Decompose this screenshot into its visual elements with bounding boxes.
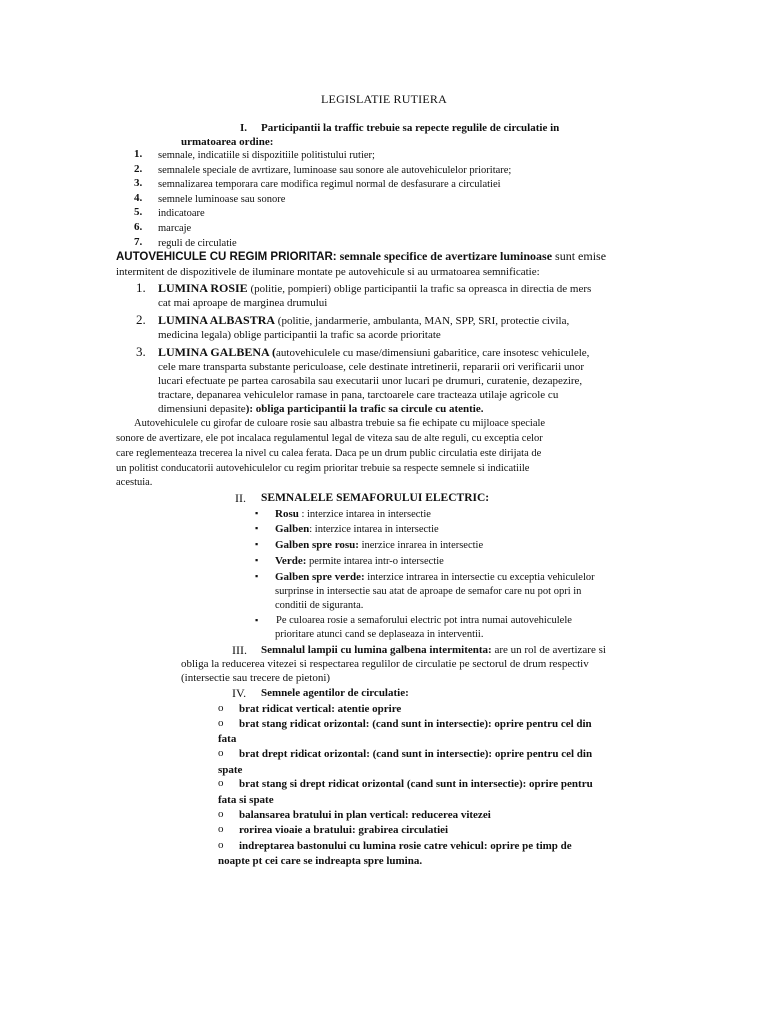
section1-item-number: 4.	[134, 192, 143, 204]
prioritar-item2-name: LUMINA ALBASTRA	[158, 313, 276, 327]
section2-item-text: : interzice intarea in intersectie	[298, 509, 431, 520]
section1-item-text: reguli de circulatie	[158, 238, 237, 249]
section2-item-text: permite intarea intr-o intersectie	[306, 556, 444, 567]
section1-item-number: 6.	[134, 221, 143, 233]
section4-line: fata si spate	[218, 794, 274, 806]
section2-last-line2: prioritare atunci cand se deplaseaza in interventii.	[275, 629, 484, 640]
section2-last-line1: Pe culoarea rosie a semaforului electric pot intra numai autovehiculele	[276, 615, 572, 626]
section2-bullet: ▪	[255, 571, 259, 581]
prioritar-item2-number: 2.	[136, 312, 146, 327]
section4-line: noapte pt cei care se indreapta spre lumina.	[218, 855, 423, 867]
section1-item-number: 1.	[134, 148, 143, 160]
section3-rest: are un rol de avertizare si	[491, 644, 606, 656]
prioritar-item3-line5	[158, 402, 483, 416]
section3-roman: III.	[232, 643, 247, 657]
section2-item	[275, 507, 431, 522]
prioritar-item3-name: LUMINA GALBENA (	[158, 345, 277, 359]
section4-marker: o	[218, 702, 224, 714]
prioritar-item3-line3: lucari efectuate pe partea carosabila sau executarii unor lucari pe drumuri, curatenie, dezapezire,	[158, 375, 583, 387]
prioritar-item3-number: 3.	[136, 344, 146, 359]
section4-marker: o	[218, 747, 224, 759]
section4-marker: o	[218, 808, 224, 820]
section4-roman: IV.	[232, 686, 247, 700]
prioritar-paragraph-line: sonore de avertizare, ele pot incalaca regulamentul legal de viteza sau de alte reguli, cu exceptia celor	[116, 433, 543, 444]
prioritar-paragraph-line: Autovehiculele cu girofar de culoare rosie sau albastra trebuie sa fie echipate cu mijloace speciale	[134, 418, 546, 429]
section2-verde-cont2: conditii de siguranta.	[275, 600, 364, 611]
section4-marker: o	[218, 777, 224, 789]
section1-item-number: 7.	[134, 236, 143, 248]
section2-verde-cont1: surprinse in intersectie sau atat de aproape de semafor care nu pot opri in	[275, 586, 582, 597]
section1-heading-line1: Participantii la traffic trebuie sa repecte regulile de circulatie in	[261, 122, 560, 134]
section1-item-text: semnalizarea temporara care modifica regimul normal de desfasurare a circulatiei	[158, 179, 501, 190]
section3-line3: (intersectie sau trecere de pietoni)	[181, 672, 331, 684]
prioritar-paragraph-line: un politist conducatorii autovehiculelor cu regim prioritar trebuie sa respecte semnele si indicatiile	[116, 463, 530, 474]
section1-item-text: marcaje	[158, 223, 192, 234]
section1-roman: I.	[240, 122, 248, 134]
document-title: LEGISLATIE RUTIERA	[321, 92, 447, 106]
section4-line: brat stang si drept ridicat orizontal (cand sunt in intersectie): oprire pentru	[239, 778, 593, 790]
section4-line: indreptarea bastonului cu lumina rosie catre vehicul: oprire pe timp de	[239, 840, 572, 852]
section2-bullet-last: ▪	[255, 615, 259, 625]
prioritar-item3-text-end: dimensiuni depasite	[158, 403, 246, 415]
section4-marker: o	[218, 823, 224, 835]
section2-bullet: ▪	[255, 523, 259, 533]
section4-line: balansarea bratului in plan vertical: reducerea vitezei	[239, 809, 491, 821]
section4-heading: Semnele agentilor de circulatie:	[261, 687, 409, 699]
section2-item-text: : interzice intarea in intersectie	[309, 524, 439, 535]
section2-item-label: Galben	[275, 523, 310, 535]
prioritar-paragraph-line: acestuia.	[116, 477, 153, 488]
section1-item-text: semnele luminoase sau sonore	[158, 194, 286, 205]
prioritar-item3-text: autovehiculele cu mase/dimensiuni gabaritice, care insotesc vehiculele,	[276, 347, 590, 359]
section3-line2: obliga la reducerea vitezei si respectarea regulilor de circulatie pe sectorul de drum respectiv	[181, 658, 589, 670]
section2-heading: SEMNALELE SEMAFORULUI ELECTRIC:	[261, 492, 490, 504]
prioritar-paragraph-line: care reglementeaza trecerea la nivel cu calea ferata. Daca pe un drum public circulatia este dirijata de	[116, 448, 542, 459]
section4-marker: o	[218, 839, 224, 851]
prioritar-rest: sunt emise	[555, 249, 607, 263]
prioritar-item1-number: 1.	[136, 280, 146, 295]
section2-item-label: Verde:	[275, 555, 307, 567]
prioritar-item1-line2: cat mai aproape de marginea drumului	[158, 297, 328, 309]
prioritar-item2-text: (politie, jandarmerie, ambulanta, MAN, SPP, SRI, protectie civila,	[277, 315, 570, 327]
prioritar-item3-line2: cele mare transparta substante periculoase, cele destinate intretinerii, repararii ori verificarii unor	[158, 361, 585, 373]
section4-line: brat ridicat vertical: atentie oprire	[239, 703, 402, 715]
prioritar-heading: AUTOVEHICULE CU REGIM PRIORITAR:	[116, 251, 337, 263]
section2-item-text: interzice intrarea in intersectie cu exceptia vehiculelor	[364, 572, 595, 583]
section2-item	[275, 522, 439, 537]
section4-line: brat stang ridicat orizontal: (cand sunt in intersectie): oprire pentru cel din	[239, 718, 592, 730]
prioritar-item2-line1	[158, 313, 569, 328]
section1-heading-line2: urmatoarea ordine:	[181, 136, 274, 148]
section2-item	[275, 554, 444, 569]
section2-item-label: Rosu	[275, 508, 299, 520]
prioritar-line2: intermitent de dispozitivele de iluminare montate pe autovehicule si au urmatoarea semnificatie:	[116, 266, 540, 278]
section2-roman: II.	[235, 491, 246, 505]
section4-line: brat drept ridicat orizontal: (cand sunt in intersectie): oprire pentru cel din	[239, 748, 593, 760]
prioritar-item1-line1	[158, 281, 591, 296]
prioritar-item3-line1	[158, 345, 589, 360]
section2-bullet: ▪	[255, 539, 259, 549]
section1-item-text: semnale, indicatiile si dispozitiile politistului rutier;	[158, 150, 375, 161]
prioritar-item2-line2: medicina legala) oblige participantii la trafic sa acorde prioritate	[158, 329, 441, 341]
section4-line: spate	[218, 764, 243, 776]
prioritar-heading-line	[116, 249, 606, 264]
section1-item-number: 5.	[134, 206, 143, 218]
prioritar-item3-line4: tractare, depanarea vehiculelor ramase in pana, tarctoarele care tracteaza utilaje agricole cu	[158, 389, 559, 401]
prioritar-item1-text: (politie, pompieri) oblige participantii la trafic sa opreasca in directia de mers	[250, 283, 592, 295]
section2-item	[275, 570, 595, 585]
section4-marker: o	[218, 717, 224, 729]
section1-item-number: 2.	[134, 163, 143, 175]
section2-bullet: ▪	[255, 555, 259, 565]
section1-item-number: 3.	[134, 177, 143, 189]
prioritar-item1-name: LUMINA ROSIE	[158, 281, 248, 295]
section4-line: rorirea vioaie a bratului: grabirea circulatiei	[239, 824, 449, 836]
section2-item-label: Galben spre verde:	[275, 571, 365, 583]
prioritar-item3-bold-end: ): obliga participantii la trafic sa circule cu atentie.	[245, 403, 484, 415]
section2-item-label: Galben spre rosu:	[275, 539, 359, 551]
section3-heading: Semnalul lampii cu lumina galbena intermitenta:	[261, 644, 492, 656]
section4-line: fata	[218, 733, 237, 745]
section2-bullet: ▪	[255, 508, 259, 518]
section1-item-text: indicatoare	[158, 208, 205, 219]
section2-item-text: inerzice inrarea in intersectie	[358, 540, 484, 551]
prioritar-bold-part: semnale specifice de avertizare luminoase	[339, 249, 553, 263]
section1-item-text: semnalele speciale de avrtizare, luminoase sau sonore ale autovehiculelor prioritare;	[158, 165, 512, 176]
section3-line1	[261, 643, 606, 657]
section2-item	[275, 538, 483, 553]
